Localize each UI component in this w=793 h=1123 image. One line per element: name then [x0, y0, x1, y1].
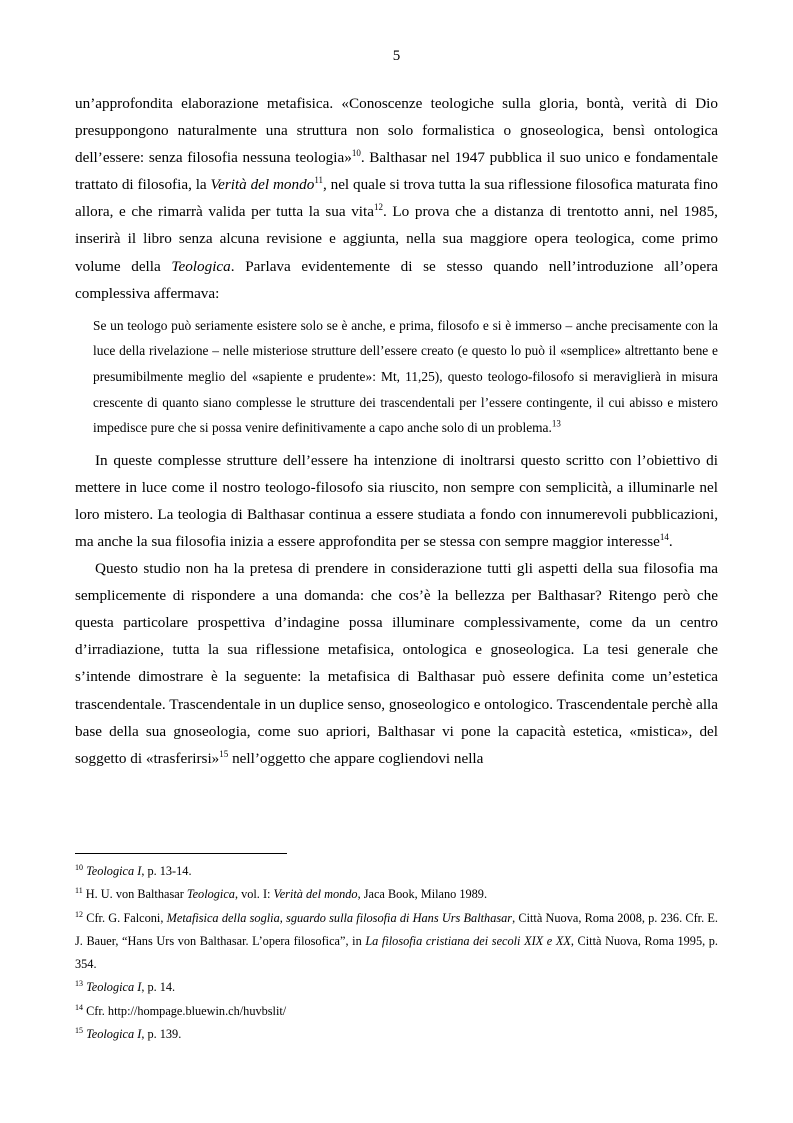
- paragraph-text: . Balthasar nel 1947 pubblica il suo unico e fondamentale trattato di filosofia, la: [75, 149, 719, 194]
- footnote-text: , p. 139.: [141, 1027, 182, 1042]
- footnote-ref-13: 13: [551, 418, 561, 429]
- footnote-text: H. U. von Balthasar: [82, 887, 187, 902]
- body-text: [75, 90, 718, 772]
- paragraph-text: Questo studio non ha la pretesa di prendere in considerazione tutti gli aspetti della sua filosofia ma semplicemente di rispondere a una domanda: che cos’è la bellezza per Balthasar? Ritengo però che questa particolare prospettiva d’indagine possa illuminare complessivamente, come da un centro d’irradiazione, tutta la sua riflessione metafisica, ontologica e gnoseologica. La tesi generale che s’intende dimostrare è la seguente: la metafisica di Balthasar può essere definita come un’estetica trascendentale. Trascendentale in un duplice senso, gnoseologico e ontologico. Trascendentale perchè alla base della sua gnoseologia, come suo apriori, Balthasar vi pone la capacità estetica, «mistica», del soggetto di «trasferirsi»: [75, 560, 718, 767]
- footnote-title: Metafisica della soglia, sguardo sulla filosofia di Hans Urs Balthasar: [166, 910, 513, 925]
- paragraph-3: [75, 555, 718, 772]
- paragraph-text: In queste complesse strutture dell’essere ha intenzione di inoltrarsi questo scritto con l’obiettivo di mettere in luce come il nostro teologo-filosofo sia riuscito, non sempre con semplicità, a illuminarle nel loro mistero. La teologia di Balthasar continua a essere studiata a fondo con innumerevoli pubblicazioni, ma anche la sua filosofia inizia a essere approfondita per se stessa con sempre maggior interesse: [75, 451, 718, 550]
- footnote-number: 10: [75, 862, 83, 872]
- footnote-11: [75, 883, 718, 906]
- footnotes: [75, 860, 718, 1046]
- footnote-13: [75, 976, 718, 999]
- footnote-ref-10: 10: [351, 148, 361, 159]
- footnote-link: Cfr. http://hompage.bluewin.ch/huvbslit/: [83, 1003, 287, 1018]
- footnote-ref-11: 11: [314, 175, 323, 186]
- block-quote: [93, 313, 718, 441]
- book-title-teologica: Teologica: [171, 257, 231, 275]
- footnote-text: , p. 13-14.: [141, 864, 192, 878]
- footnote-12: [75, 907, 718, 977]
- paragraph-text: nell’oggetto che appare cogliendovi nella: [228, 749, 484, 767]
- footnote-10: [75, 860, 718, 883]
- footnote-15: [75, 1023, 718, 1046]
- footnote-title: Teologica I: [86, 864, 142, 878]
- footnote-text: , Città Nuova, Roma 2008, p. 236. Cfr. E. J. Bauer, “Hans Urs von Balthasar. L’opera filosofica”, in: [75, 910, 718, 948]
- footnote-ref-14: 14: [659, 531, 669, 542]
- footnote-title: Teologica I: [86, 1027, 142, 1042]
- paragraph-text: , nel quale si trova tutta la sua riflessione filosofica maturata fino allora, e che rimarrà valida per tutta la sua vita: [75, 176, 718, 221]
- footnote-number: 13: [75, 979, 83, 989]
- book-title-verita-del-mondo: Verità del mondo: [210, 176, 315, 194]
- footnote-text: Cfr. G. Falconi,: [83, 910, 167, 925]
- footnote-text: , p. 14.: [141, 980, 176, 995]
- footnote-title: Verità del mondo: [273, 887, 358, 902]
- footnote-separator: [75, 853, 287, 854]
- footnote-number: 14: [75, 1002, 83, 1012]
- footnote-number: 15: [75, 1025, 83, 1035]
- footnote-number: 12: [75, 909, 83, 919]
- paragraph-text: . Lo prova che a distanza di trentotto anni, nel 1985, inserirà il libro senza alcuna revisione e aggiunta, nella sua maggiore opera teologica, come primo volume della: [75, 203, 718, 275]
- footnote-ref-15: 15: [219, 748, 229, 759]
- footnote-text: , Jaca Book, Milano 1989.: [357, 887, 488, 902]
- footnote-title: Teologica: [186, 887, 235, 902]
- paragraph-text: . Parlava evidentemente di se stesso quando nell’introduzione all’opera complessiva affermava:: [75, 257, 718, 302]
- page-number: 5: [392, 48, 401, 64]
- footnote-14: [75, 1000, 718, 1023]
- footnote-text: , vol. I:: [234, 887, 274, 902]
- footnote-title: La filosofia cristiana dei secoli XIX e XX: [365, 933, 571, 948]
- quote-text: Se un teologo può seriamente esistere solo se è anche, e prima, filosofo e si è immerso – anche precisamente con la luce della rivelazione – nelle misteriose strutture dell’essere creato (e questo lo può il «semplice» altrettanto bene e presumibilmente meglio del «sapiente e prudente»: Mt, 11,25), questo teologo-filosofo si meraviglierà in misura crescente di quanto siano complesse le strutture dei trascendentali per l’essere contingente, il cui abisso e mistero impedisce pure che si possa venire definitivamente a capo anche solo di un problema.: [93, 317, 718, 436]
- paragraph-text: .: [668, 533, 673, 550]
- footnote-number: 11: [75, 886, 83, 896]
- paragraph-1: [75, 90, 718, 307]
- footnote-title: Teologica I: [86, 980, 142, 995]
- footnote-ref-12: 12: [373, 202, 383, 213]
- paragraph-text: un’approfondita elaborazione metafisica. «Conoscenze teologiche sulla gloria, bontà, verità di Dio presuppongono naturalmente una struttura non solo formalistica o gnoseologica, bensì ontologica dell’essere: senza filosofia nessuna teologia»: [75, 95, 718, 167]
- paragraph-2: [75, 447, 718, 555]
- footnote-text: , Città Nuova, Roma 1995, p. 354.: [75, 933, 718, 972]
